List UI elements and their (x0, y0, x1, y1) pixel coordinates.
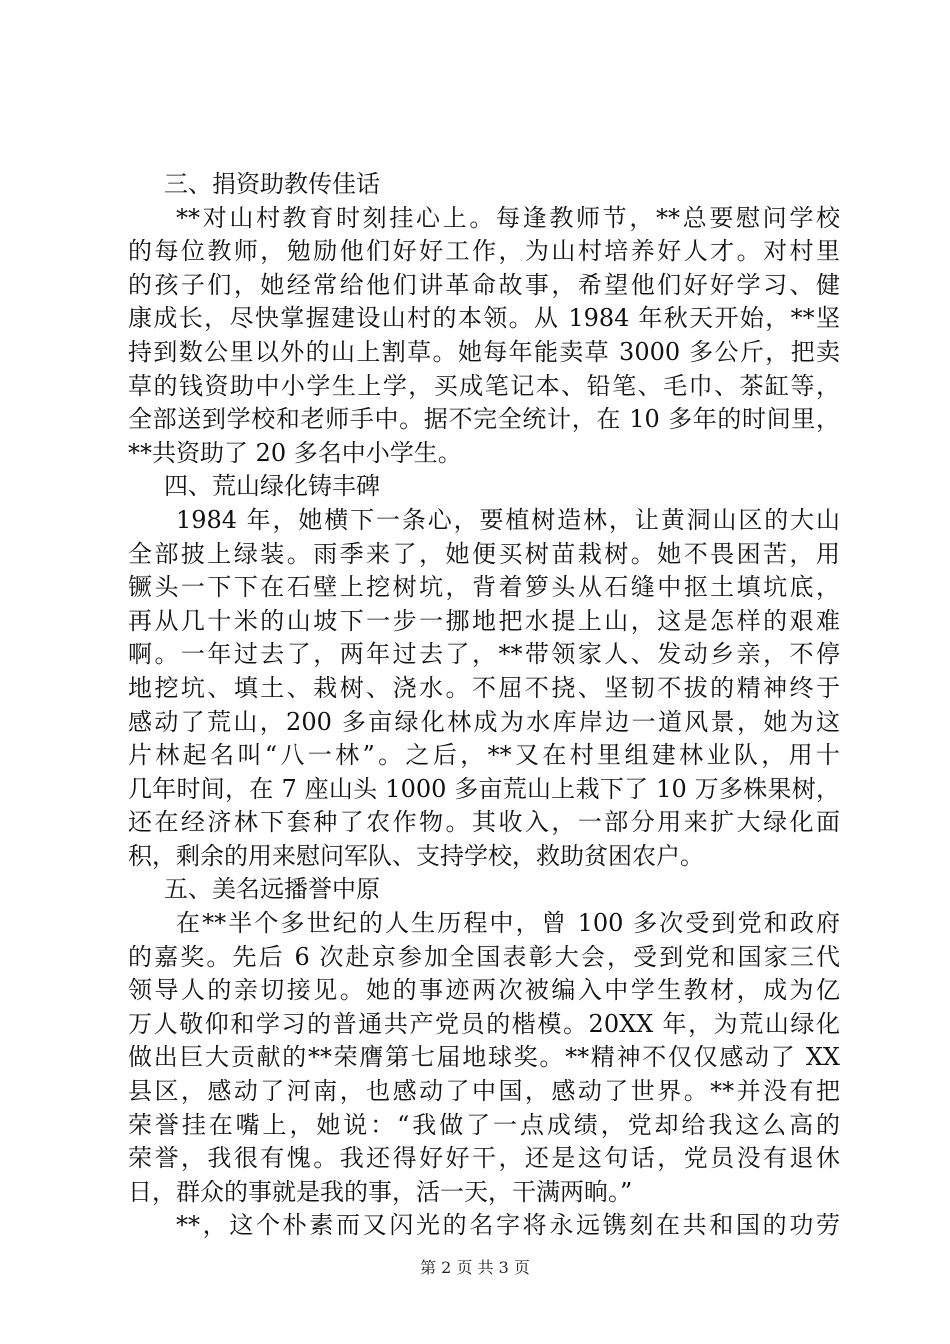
paragraph-line: 啊。一年过去了，两年过去了，**带领家人、发动乡亲，不停 (128, 640, 840, 669)
paragraph-line: 再从几十米的山坡下一步一挪地把水提上山，这是怎样的艰难 (128, 606, 840, 635)
paragraph-line: **，这个朴素而又闪光的名字将永远镌刻在共和国的功劳 (176, 1211, 840, 1240)
paragraph-line: **对山村教育时刻挂心上。每逢教师节，**总要慰问学校 (176, 203, 840, 232)
paragraph-line: 的嘉奖。先后 6 次赴京参加全国表彰大会，受到党和国家三代 (128, 942, 840, 971)
section-heading-5: 五、美名远播誉中原 (164, 875, 380, 904)
paragraph-line: 还在经济林下套种了农作物。其收入，一部分用来扩大绿化面 (128, 808, 840, 837)
paragraph-line: 积，剩余的用来慰问军队、支持学校，救助贫困农户。 (128, 841, 704, 870)
paragraph-line: 荣誉，我很有愧。我还得好好干，还是这句话，党员没有退休 (128, 1144, 840, 1173)
paragraph-line: 荣誉挂在嘴上，她说：“我做了一点成绩，党却给我这么高的 (128, 1110, 840, 1139)
paragraph-line: 的每位教师，勉励他们好好工作，为山村培养好人才。对村里 (128, 237, 840, 266)
paragraph-line: 草的钱资助中小学生上学，买成笔记本、铅笔、毛巾、茶缸等， (128, 371, 840, 400)
paragraph-line: 全部披上绿装。雨季来了，她便买树苗栽树。她不畏困苦，用 (128, 539, 840, 568)
paragraph-line: 几年时间，在 7 座山头 1000 多亩荒山上栽下了 10 万多株果树， (128, 774, 840, 803)
paragraph-line: 的孩子们，她经常给他们讲革命故事，希望他们好好学习、健 (128, 270, 840, 299)
paragraph-line: 康成长，尽快掌握建设山村的本领。从 1984 年秋天开始，**坚 (128, 304, 840, 333)
paragraph-line: 万人敬仰和学习的普通共产党员的楷模。20XX 年，为荒山绿化 (128, 1009, 840, 1038)
paragraph-line: 领导人的亲切接见。她的事迹两次被编入中学生教材，成为亿 (128, 976, 840, 1005)
paragraph-line: 片林起名叫“八一林”。之后，**又在村里组建林业队，用十 (128, 741, 840, 770)
paragraph-line: 1984 年，她横下一条心，要植树造林，让黄洞山区的大山 (176, 505, 840, 534)
page-number-footer: 第 2 页 共 3 页 (420, 1258, 530, 1277)
paragraph-line: 做出巨大贡献的**荣膺第七届地球奖。**精神不仅仅感动了 XX (128, 1043, 840, 1072)
section-heading-3: 三、捐资助教传佳话 (164, 170, 380, 198)
paragraph-line: 持到数公里以外的山上割草。她每年能卖草 3000 多公斤，把卖 (128, 337, 840, 366)
paragraph-line: 日，群众的事就是我的事，活一天，干满两晌。” (128, 1177, 633, 1206)
paragraph-line: 感动了荒山，200 多亩绿化林成为水库岸边一道风景，她为这 (128, 707, 840, 736)
paragraph-line: 全部送到学校和老师手中。据不完全统计，在 10 多年的时间里， (128, 405, 840, 434)
body-text (128, 168, 840, 1243)
section-heading-4: 四、荒山绿化铸丰碑 (164, 472, 380, 501)
paragraph-line: **共资助了 20 多名中小学生。 (128, 438, 462, 467)
paragraph-line: 地挖坑、填土、栽树、浇水。不屈不挠、坚韧不拔的精神终于 (128, 673, 840, 702)
paragraph-line: 在**半个多世纪的人生历程中，曾 100 多次受到党和政府 (176, 909, 840, 938)
paragraph-line: 镢头一下下在石壁上挖树坑，背着箩头从石缝中抠土填坑底， (128, 573, 840, 602)
paragraph-line: 县区，感动了河南，也感动了中国，感动了世界。**并没有把 (128, 1077, 840, 1106)
